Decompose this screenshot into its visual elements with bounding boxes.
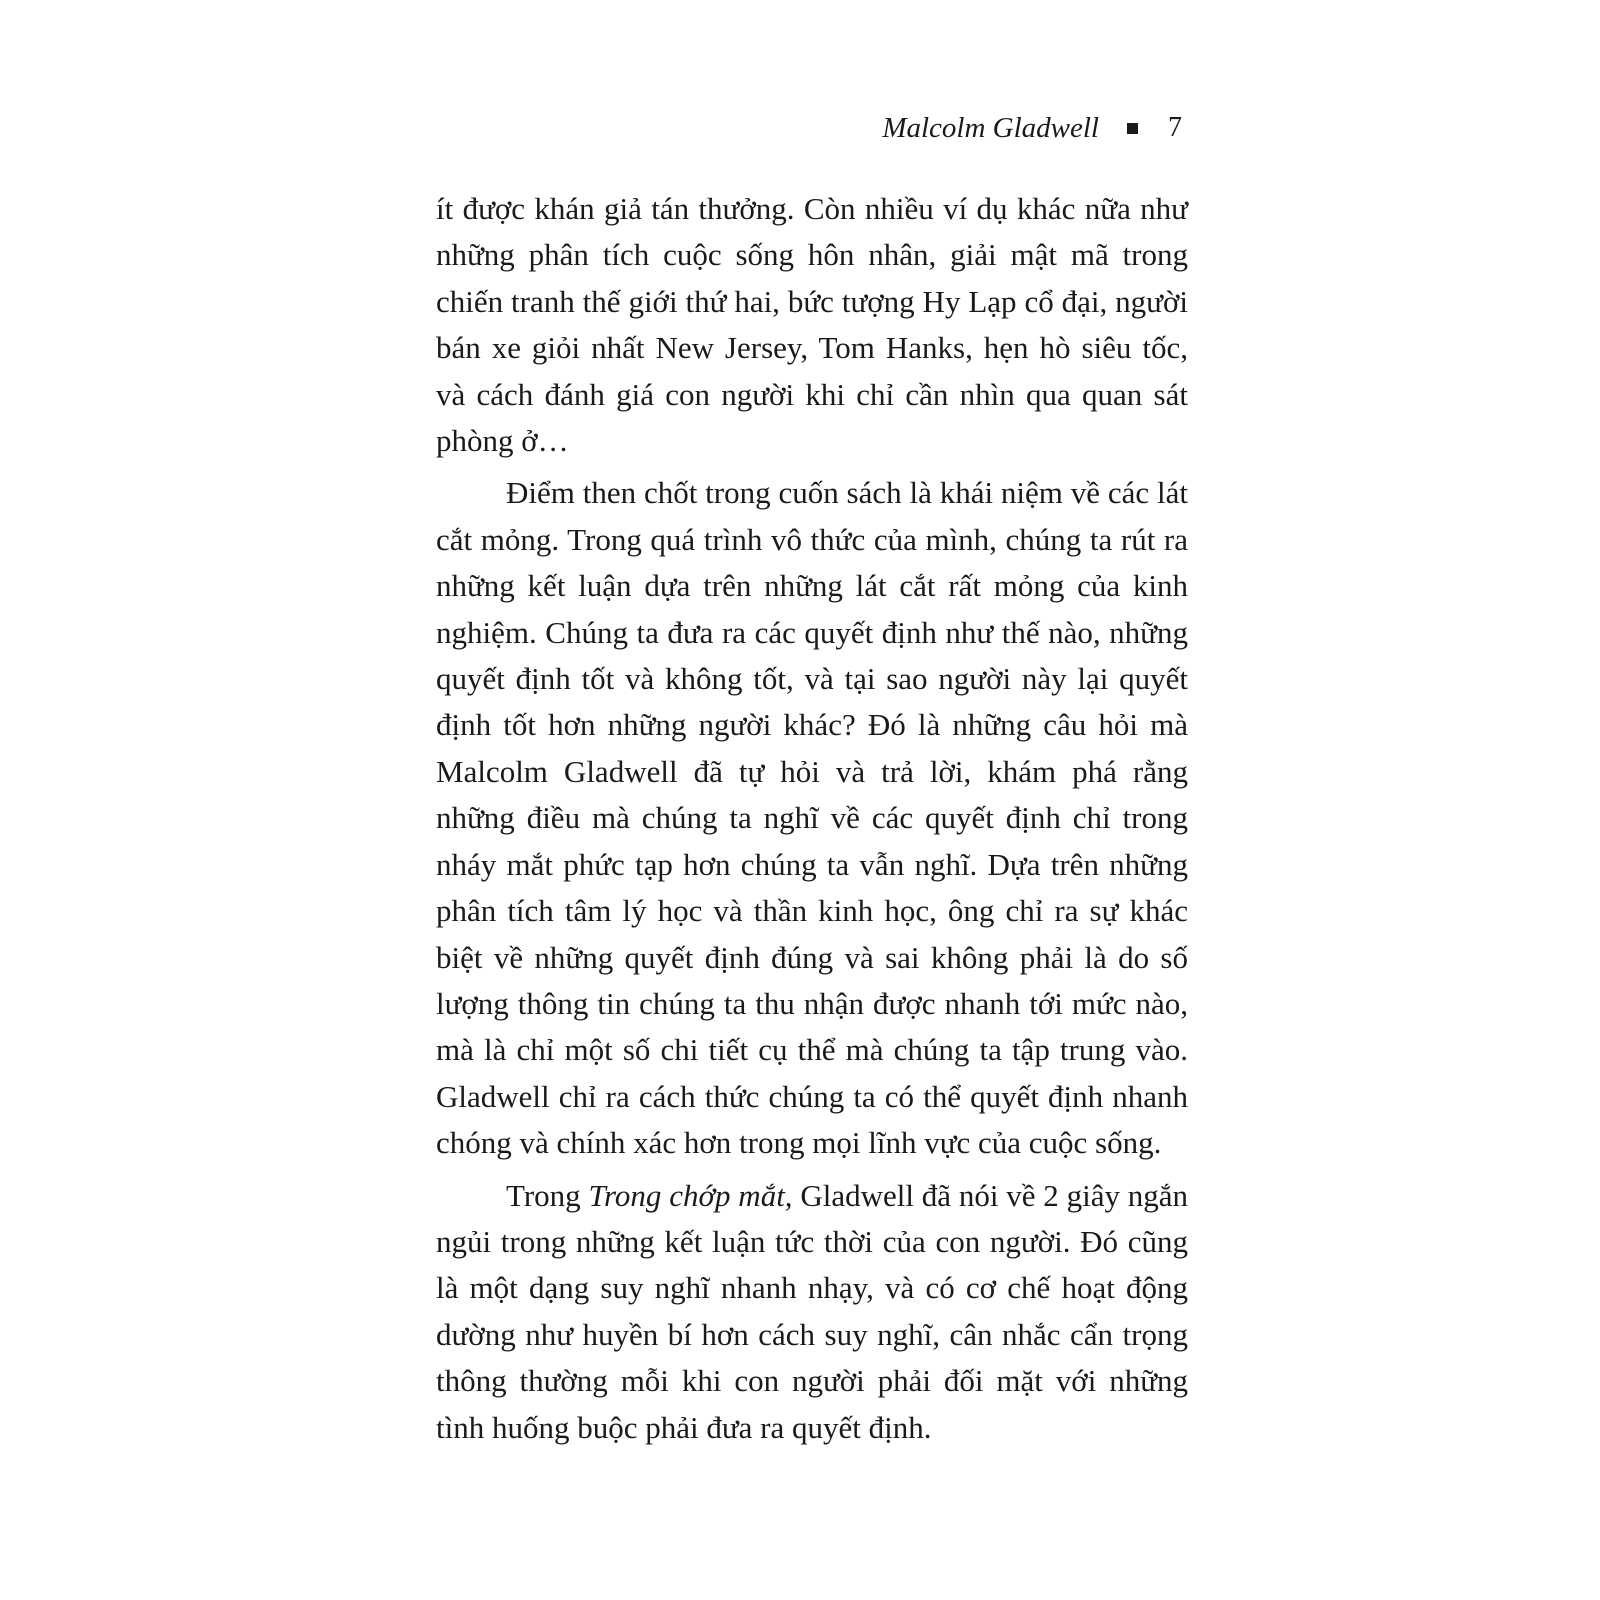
- square-bullet-icon: [1127, 123, 1138, 134]
- book-title-italic: Trong chớp mắt,: [588, 1177, 793, 1213]
- paragraph-3-rest: Gladwell đã nói về 2 giây ngắn ngủi trong những kết luận tức thời của con người. Đó cũng là một dạng suy nghĩ nhanh nhạy, và có cơ chế hoạt động dường như huyền bí hơn cách suy nghĩ, cân nhắc cẩn trọng thông thường mỗi khi con người phải đối mặt với những tình huống buộc phải đưa ra quyết định.: [436, 1177, 1189, 1445]
- paragraph-2: Điểm then chốt trong cuốn sách là khái niệm về các lát cắt mỏng. Trong quá trình vô thức của mình, chúng ta rút ra những kết luận dựa trên những lát cắt rất mỏng của kinh nghiệm. Chúng ta đưa ra các quyết định như thế nào, những quyết định tốt và không tốt, và tại sao người này lại quyết định tốt hơn những người khác? Đó là những câu hỏi mà Malcolm Gladwell đã tự hỏi và trả lời, khám phá rằng những điều mà chúng ta nghĩ về các quyết định chỉ trong nháy mắt phức tạp hơn chúng ta vẫn nghĩ. Dựa trên những phân tích tâm lý học và thần kinh học, ông chỉ ra sự khác biệt về những quyết định đúng và sai không phải là do số lượng thông tin chúng ta thu nhận được nhanh tới mức nào, mà là chỉ một số chi tiết cụ thể mà chúng ta tập trung vào. Gladwell chỉ ra cách thức chúng ta có thể quyết định nhanh chóng và chính xác hơn trong mọi lĩnh vực của cuộc sống.: [436, 475, 1188, 1161]
- paragraph-3-lead: Trong: [506, 1177, 589, 1213]
- author-name: Malcolm Gladwell: [882, 111, 1099, 144]
- paragraph-1: ít được khán giả tán thưởng. Còn nhiều ví dụ khác nữa như những phân tích cuộc sống hôn nhân, giải mật mã trong chiến tranh thế giới thứ hai, bức tượng Hy Lạp cổ đại, người bán xe giỏi nhất New Jersey, Tom Hanks, hẹn hò siêu tốc, và cách đánh giá con người khi chỉ cần nhìn qua quan sát phòng ở…: [436, 191, 1188, 459]
- running-header: [430, 108, 1182, 148]
- body-text: [436, 186, 1188, 1451]
- page-number: 7: [1168, 112, 1182, 143]
- paragraph-3: [436, 1173, 1188, 1451]
